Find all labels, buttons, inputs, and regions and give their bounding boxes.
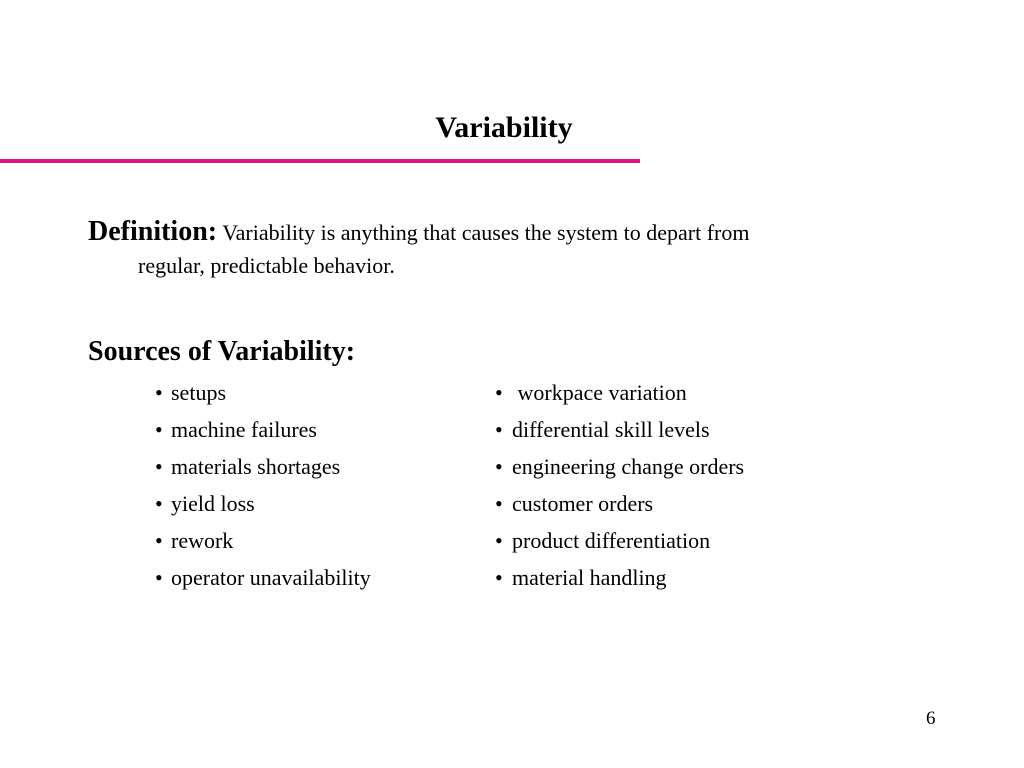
title-underline (0, 159, 640, 163)
definition-block (88, 212, 888, 278)
list-item (155, 411, 371, 448)
list-item-text: materials shortages (171, 454, 341, 479)
bullet-icon: • (155, 380, 163, 405)
bullet-icon: • (495, 491, 503, 516)
list-item (495, 411, 744, 448)
bullet-icon: • (495, 454, 503, 479)
list-item (495, 485, 744, 522)
list-item-text: setups (171, 380, 226, 405)
bullet-icon: • (495, 380, 503, 405)
list-item (495, 448, 744, 485)
bullet-icon: • (495, 565, 503, 590)
bullet-icon: • (155, 454, 163, 479)
list-item (495, 522, 744, 559)
list-item-text: material handling (512, 565, 667, 590)
list-item (155, 485, 371, 522)
bullet-icon: • (155, 417, 163, 442)
page-number: 6 (926, 708, 936, 729)
list-item-text: differential skill levels (512, 417, 710, 442)
list-item-text: machine failures (171, 417, 317, 442)
sources-list-left (155, 374, 371, 596)
slide-title: Variability (435, 111, 573, 144)
list-item-text: product differentiation (512, 528, 711, 553)
list-item-text: yield loss (171, 491, 255, 516)
list-item (495, 559, 744, 596)
list-item (155, 374, 371, 411)
sources-list-right (495, 374, 744, 596)
definition-text-line2: regular, predictable behavior. (138, 253, 395, 278)
bullet-icon: • (155, 565, 163, 590)
bullet-icon: • (155, 491, 163, 516)
definition-term: Definition: (88, 216, 218, 247)
definition-text-line1: Variability is anything that causes the system to depart from (222, 220, 750, 245)
list-item-text: engineering change orders (512, 454, 745, 479)
list-item (155, 522, 371, 559)
bullet-icon: • (495, 528, 503, 553)
bullet-icon: • (495, 417, 503, 442)
list-item-text: workpace variation (512, 380, 687, 405)
list-item (155, 559, 371, 596)
list-item (155, 448, 371, 485)
bullet-icon: • (155, 528, 163, 553)
list-item-text: rework (171, 528, 234, 553)
list-item (495, 374, 744, 411)
list-item-text: operator unavailability (171, 565, 371, 590)
sources-heading: Sources of Variability: (88, 336, 356, 367)
list-item-text: customer orders (512, 491, 654, 516)
